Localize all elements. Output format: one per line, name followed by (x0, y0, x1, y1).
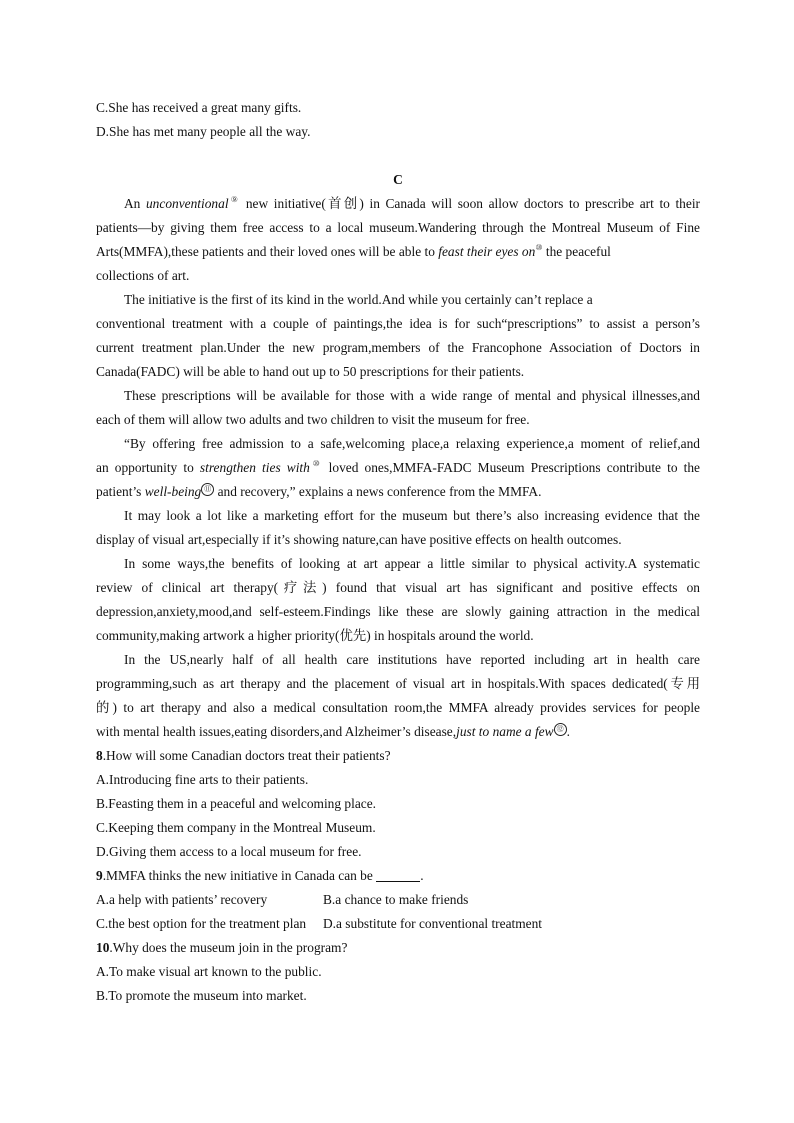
glossed-term: unconventional (145, 196, 229, 211)
passage-line: patients—by giving them free access to a local museum.Wandering through the Montreal Museum of Fine (96, 220, 700, 235)
passage-line: an opportunity to strengthen ties with⑩ loved ones,MMFA-FADC Museum Prescriptions contribute to the (96, 459, 700, 475)
passage-line: These prescriptions will be available for those with a wide range of mental and physical illnesses,and (124, 388, 700, 403)
footnote-marker: ⑫ (554, 723, 567, 736)
footnote-marker: ⑪ (201, 483, 214, 496)
question-number: 8 (96, 748, 103, 763)
question-9 (96, 864, 700, 936)
question-number: 9 (96, 868, 103, 883)
passage-paragraph-4 (96, 432, 700, 504)
passage-line: depression,anxiety,mood,and self-esteem.Findings like these are slowly gaining attraction in the medical (96, 604, 700, 619)
answer-blank (376, 869, 420, 882)
passage-paragraph-1 (96, 192, 700, 288)
options-row (96, 888, 700, 912)
footnote-marker: ⑩ (309, 459, 323, 468)
question-stem: 10.Why does the museum join in the program? (96, 940, 348, 955)
passage-paragraph-2 (96, 288, 700, 384)
footnote-marker: ⑨ (228, 195, 241, 204)
question-10 (96, 936, 700, 1008)
question-number: 10 (96, 940, 110, 955)
options-row (96, 912, 700, 936)
passage-line: patient’s well-being ⑪ and recovery,” explains a news conference from the MMFA. (96, 484, 542, 499)
passage-line: conventional treatment with a couple of paintings,the idea is for such“prescriptions” to assist a person’s (96, 316, 700, 331)
glossed-term: just to name a few (456, 724, 554, 739)
passage-paragraph-3 (96, 384, 700, 432)
answer-option-a: A.a help with patients’ recovery (96, 892, 268, 907)
glossed-term: feast their eyes on (438, 244, 536, 259)
answer-option-b: B.a chance to make friends (323, 892, 469, 907)
passage-paragraph-6 (96, 552, 700, 648)
passage-line: collections of art. (96, 268, 190, 283)
prev-option-d: D.She has met many people all the way. (96, 124, 311, 139)
question-8 (96, 744, 700, 864)
section-title: C (393, 172, 403, 187)
passage-line: community,making artwork a higher priority(优先) in hospitals around the world. (96, 628, 534, 643)
passage-line: programming,such as art therapy and the placement of visual art in hospitals.With spaces dedicated(专用 (96, 676, 700, 691)
passage-line: In the US,nearly half of all health care institutions have reported including art in health care (124, 652, 700, 667)
passage-line: display of visual art,especially if it’s showing nature,can have positive effects on health outcomes. (96, 532, 622, 547)
passage-line: Arts(MMFA),these patients and their loved ones will be able to feast their eyes on⑩ the peaceful (96, 243, 611, 259)
passage-line: current treatment plan.Under the new program,members of the Francophone Association of Doctors in (96, 340, 700, 355)
passage-line: It may look a lot like a marketing effort for the museum but there’s also increasing evidence that the (124, 508, 700, 523)
passage-paragraph-7 (96, 648, 700, 744)
answer-option-b: B.Feasting them in a peaceful and welcoming place. (96, 796, 376, 811)
passage-paragraph-5 (96, 504, 700, 552)
question-stem: 8.How will some Canadian doctors treat their patients? (96, 748, 391, 763)
answer-option-c: C.the best option for the treatment plan (96, 916, 307, 931)
question-stem: 9.MMFA thinks the new initiative in Canada can be . (96, 868, 424, 883)
passage-line: 的) to art therapy and also a medical consultation room,the MMFA already provides services for people (96, 700, 700, 715)
page-content (96, 96, 700, 1008)
passage-line: each of them will allow two adults and two children to visit the museum for free. (96, 412, 530, 427)
passage-line: An unconventional⑨ new initiative(首创) in Canada will soon allow doctors to prescribe art to their (124, 195, 701, 211)
answer-option-b: B.To promote the museum into market. (96, 988, 307, 1003)
glossed-term: strengthen ties with (199, 460, 310, 475)
passage-line: review of clinical art therapy(疗法) found that visual art has significant and positive effects on (96, 580, 700, 595)
answer-option-d: D.a substitute for conventional treatment (323, 916, 543, 931)
passage-line: Canada(FADC) will be able to hand out up to 50 prescriptions for their patients. (96, 364, 525, 379)
glossed-term: well-being (144, 484, 202, 499)
passage-line: In some ways,the benefits of looking at art appear a little similar to physical activity.A systematic (124, 556, 700, 571)
passage-line: “By offering free admission to a safe,welcoming place,a relaxing experience,a moment of relief,and (124, 436, 700, 451)
prev-option-c: C.She has received a great many gifts. (96, 100, 302, 115)
footnote-marker: ⑩ (535, 243, 543, 252)
answer-option-c: C.Keeping them company in the Montreal Museum. (96, 820, 376, 835)
answer-option-a: A.To make visual art known to the public. (96, 964, 322, 979)
answer-option-d: D.Giving them access to a local museum for free. (96, 844, 362, 859)
passage-line: The initiative is the first of its kind in the world.And while you certainly can’t replace a (124, 292, 593, 307)
passage-line: with mental health issues,eating disorders,and Alzheimer’s disease,just to name a few ⑫ . (96, 724, 570, 739)
answer-option-a: A.Introducing fine arts to their patients. (96, 772, 309, 787)
